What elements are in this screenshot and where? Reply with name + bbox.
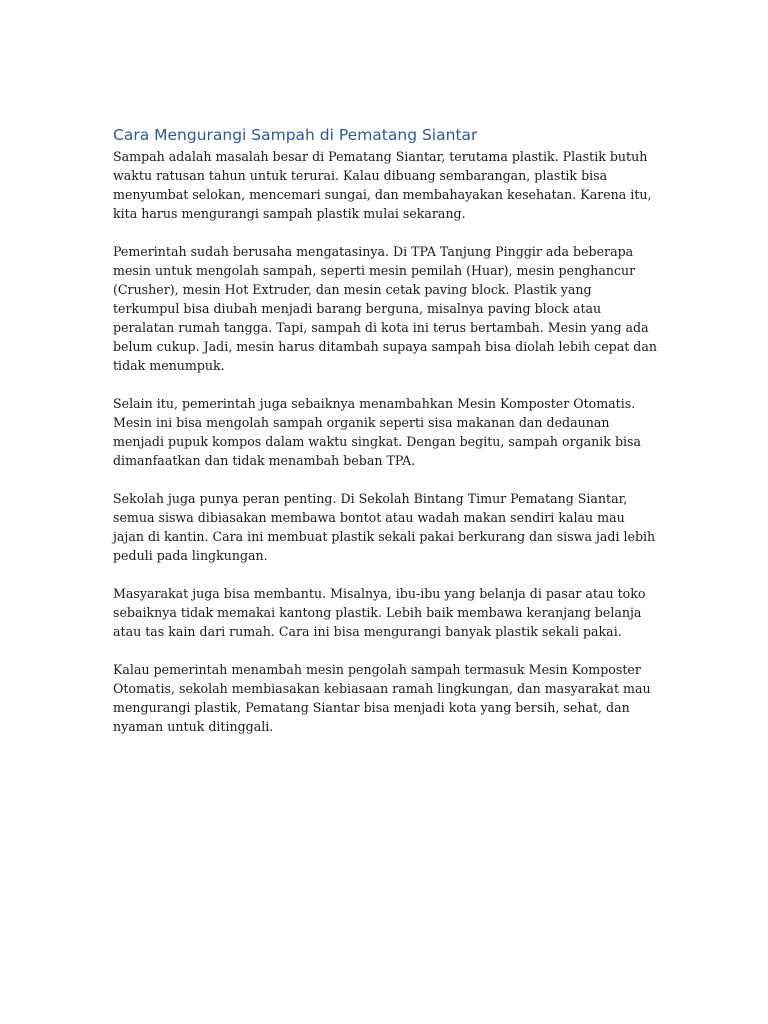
paragraph-school: Sekolah juga punya peran penting. Di Sekolah Bintang Timur Pematang Siantar, semua siswa dibiasakan membawa bontot atau wadah makan sendiri kalau mau jajan di kantin. Cara ini membuat plastik sekali pakai berkurang dan siswa jadi lebih peduli pada lingkungan. <box>113 491 656 563</box>
paragraph-conclusion: Kalau pemerintah menambah mesin pengolah sampah termasuk Mesin Komposter Otomatis, sekolah membiasakan kebiasaan ramah lingkungan, dan masyarakat mau mengurangi plastik, Pematang Siantar bisa menjadi kota yang bersih, sehat, dan nyaman untuk ditinggali. <box>113 662 651 734</box>
paragraph-government-machines: Pemerintah sudah berusaha mengatasinya. Di TPA Tanjung Pinggir ada beberapa mesin untuk mengolah sampah, seperti mesin pemilah (Huar), mesin penghancur (Crusher), mesin Hot Extruder, dan mesin cetak paving block. Plastik yang terkumpul bisa diubah menjadi barang berguna, misalnya paving block atau peralatan rumah tangga. Tapi, sampah di kota ini terus bertambah. Mesin yang ada belum cukup. Jadi, mesin harus ditambah supaya sampah bisa diolah lebih cepat dan tidak menumpuk. <box>113 244 657 373</box>
paragraph-intro: Sampah adalah masalah besar di Pematang Siantar, terutama plastik. Plastik butuh waktu ratusan tahun untuk terurai. Kalau dibuang sembarangan, plastik bisa menyumbat selokan, mencemari sungai, dan membahayakan kesehatan. Karena itu, kita harus mengurangi sampah plastik mulai sekarang. <box>113 149 652 221</box>
paragraph-community: Masyarakat juga bisa membantu. Misalnya, ibu-ibu yang belanja di pasar atau toko sebaiknya tidak memakai kantong plastik. Lebih baik membawa keranjang belanja atau tas kain dari rumah. Cara ini bisa mengurangi banyak plastik sekali pakai. <box>113 586 646 639</box>
document-title: Cara Mengurangi Sampah di Pematang Siantar <box>113 126 478 144</box>
document-body <box>113 125 658 755</box>
paragraph-composter: Selain itu, pemerintah juga sebaiknya menambahkan Mesin Komposter Otomatis. Mesin ini bisa mengolah sampah organik seperti sisa makanan dan dedaunan menjadi pupuk kompos dalam waktu singkat. Dengan begitu, sampah organik bisa dimanfaatkan dan tidak menambah beban TPA. <box>113 396 642 468</box>
